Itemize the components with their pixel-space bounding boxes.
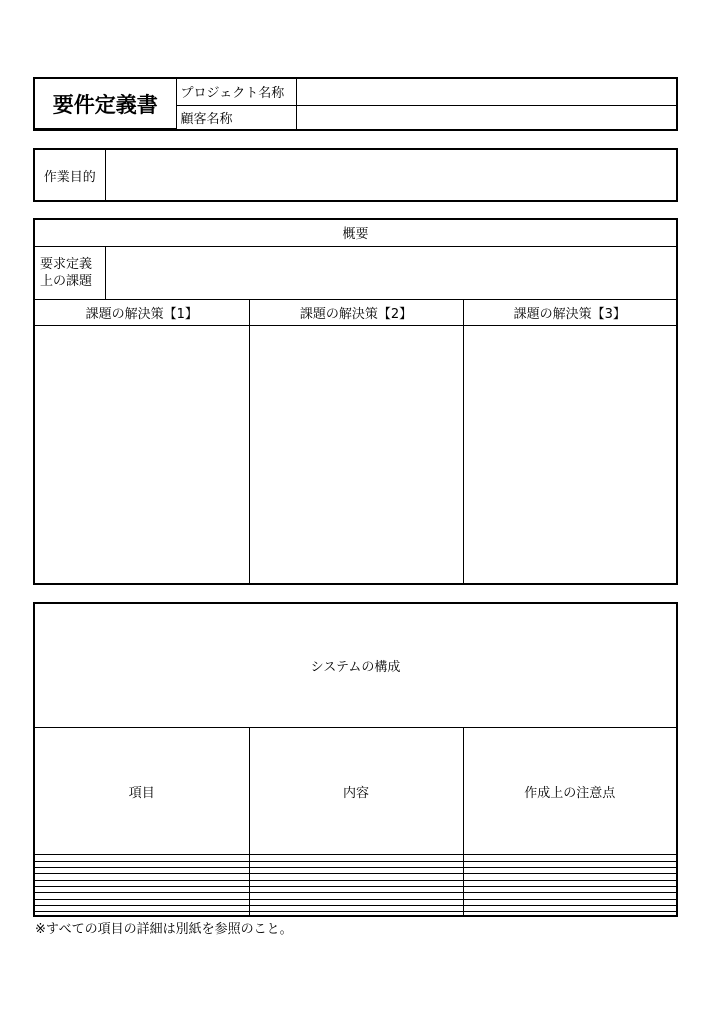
- column-header-item: 項目: [35, 728, 249, 855]
- table-cell[interactable]: [463, 912, 676, 915]
- footnote: ※すべての項目の詳細は別紙を参照のこと。: [35, 922, 293, 937]
- system-title: システムの構成: [35, 604, 676, 728]
- issue-field[interactable]: [105, 246, 676, 299]
- document-title: 要件定義書: [35, 79, 176, 129]
- solution-3-field[interactable]: [463, 325, 676, 583]
- purpose-label: 作業目的: [35, 150, 105, 200]
- issue-label: [35, 246, 105, 299]
- column-header-notes: 作成上の注意点: [463, 728, 676, 855]
- issue-label-line2: 上の課題: [40, 273, 93, 289]
- purpose-section: [33, 148, 678, 202]
- solution-2-label: 課題の解決策【2】: [249, 299, 463, 325]
- header-section: [33, 77, 678, 131]
- project-name-label: プロジェクト名称: [176, 79, 296, 105]
- solution-1-label: 課題の解決策【1】: [35, 299, 249, 325]
- overview-section: [33, 218, 678, 585]
- solution-3-label: 課題の解決策【3】: [463, 299, 676, 325]
- solution-1-field[interactable]: [35, 325, 249, 583]
- purpose-field[interactable]: [105, 150, 676, 200]
- overview-title: 概要: [35, 220, 676, 246]
- table-cell[interactable]: [249, 912, 463, 915]
- issue-label-line1: 要求定義: [40, 256, 93, 272]
- column-header-content: 内容: [249, 728, 463, 855]
- project-name-field[interactable]: [296, 79, 676, 105]
- client-name-label: 顧客名称: [176, 105, 296, 129]
- system-section: [33, 602, 678, 917]
- solution-2-field[interactable]: [249, 325, 463, 583]
- table-cell[interactable]: [35, 912, 249, 915]
- client-name-field[interactable]: [296, 105, 676, 129]
- table-row: [35, 912, 676, 915]
